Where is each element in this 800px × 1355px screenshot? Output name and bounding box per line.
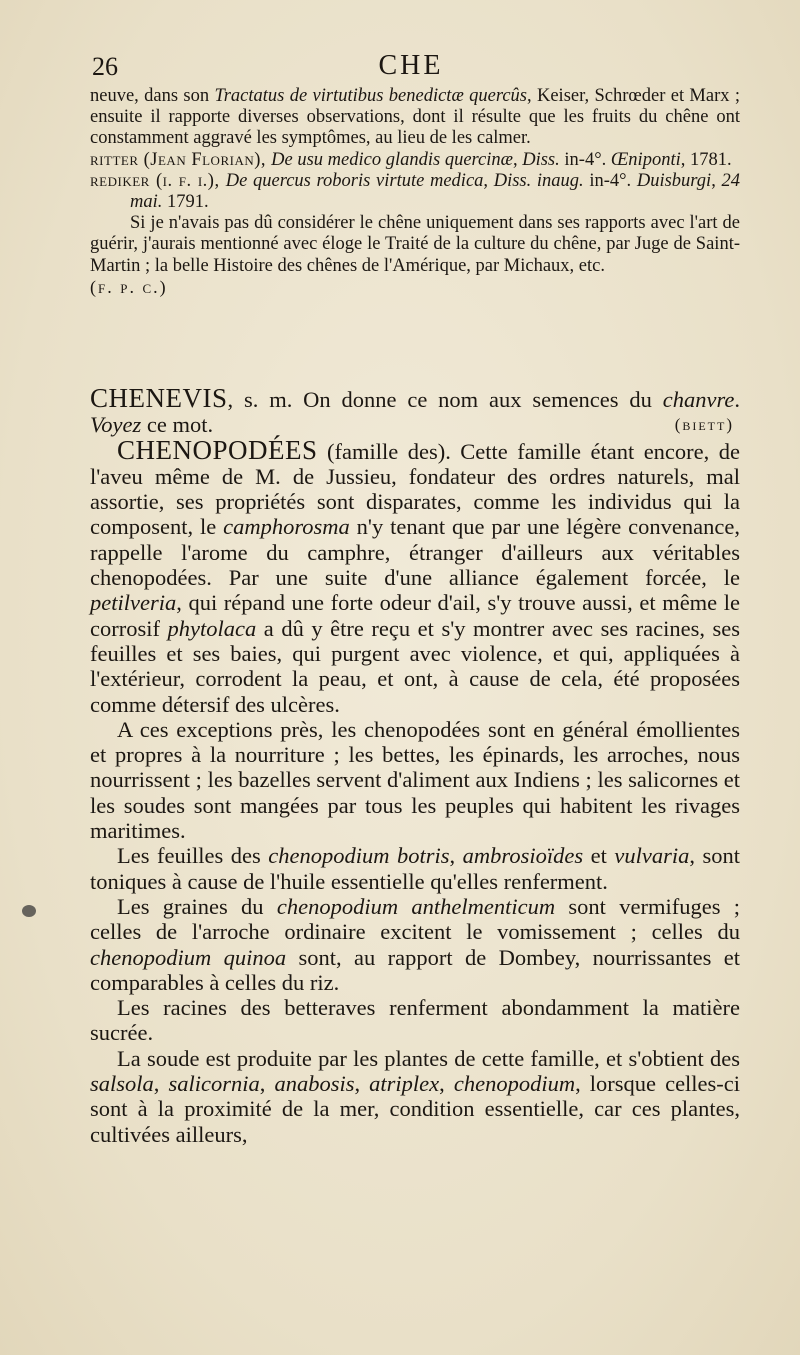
paragraph-leaves <box>90 843 740 894</box>
text-run: , <box>449 843 463 869</box>
place: Œniponti <box>610 149 681 170</box>
text-run: , s. m. On donne ce nom aux semences du <box>227 387 663 412</box>
text-run: ce mot. <box>141 412 214 438</box>
text-run: , 1781. <box>680 149 732 170</box>
continuation-paragraph <box>90 86 740 150</box>
author-name: rediker <box>90 170 150 191</box>
paragraph-seeds <box>90 894 740 995</box>
page-number: 26 <box>92 52 118 81</box>
text-run: , sont toniques à cause de l'huile essentielle qu'elles renferment. <box>90 843 740 894</box>
text-run: , <box>259 1071 275 1097</box>
italic-word: chanvre <box>662 387 735 412</box>
italic-word: salicornia <box>168 1071 260 1097</box>
headword-chenevis: CHENEVIS <box>90 383 228 413</box>
page-header <box>92 50 730 84</box>
text-run: (i. f. i.), <box>149 170 226 191</box>
italic-word: chenopodium <box>453 1071 576 1097</box>
author-name: ritter <box>90 149 139 170</box>
previous-entry-continuation <box>90 86 740 298</box>
italic-word: petilveria <box>90 590 177 616</box>
italic-word: anabosis <box>274 1071 355 1097</box>
italic-word: vulvaria <box>614 843 690 869</box>
italic-title: Tractatus de virtutibus benedictæ quercûs <box>214 86 528 106</box>
text-run: , <box>439 1071 454 1097</box>
main-entries <box>90 383 741 1147</box>
text-run: , <box>483 170 494 191</box>
work-title: De quercus roboris virtute medica <box>225 170 484 191</box>
diss-label: Diss. inaug. <box>493 170 584 191</box>
text-run: , <box>354 1071 370 1097</box>
text-run: La soude est produite par les plantes de cette famille, et s'obtient des <box>117 1045 740 1071</box>
text-run: in-4°. <box>583 170 637 191</box>
entry-chenevis <box>90 383 740 438</box>
italic-word: chenopodium anthelmenticum <box>276 893 556 919</box>
text-run: a dû y être reçu et s'y montrer avec ses racines, ses feuilles et ses baies, qui purgent avec violence, et qui, appliquées à l'extérieur, corrodent la peau, et ont, à cause de cela, été proposées comme détersif des ulcères. <box>90 615 740 717</box>
italic-word: phytolaca <box>167 615 257 641</box>
author-signature: (f. p. c.) <box>90 276 168 297</box>
text-run: (famille des). Cette famille étant encore, de l'aveu même de M. de Jussieu, fondateur des ordres naturels, mal assortie, ses propriétés sont disparates, comme les individus qui la composent, le <box>90 438 740 540</box>
date: 24 mai. <box>130 170 740 213</box>
italic-word: ambrosioïdes <box>462 843 584 869</box>
text-run: , qui répand une forte odeur d'ail, s'y trouve aussi, et même le corrosif <box>90 590 740 641</box>
text-run: Les graines du <box>117 893 277 919</box>
text-run: , Keiser, Schrœder et Marx ; ensuite il rapporte diverses observations, dont il résulte que les fruits du chêne ont constamment aggravé les symptômes, au lieu de les calmer. <box>90 86 740 149</box>
ink-blot <box>22 905 36 917</box>
italic-word: Voyez <box>90 412 142 438</box>
text-run: n'y tenant que par une légère convenance, rappelle l'arome du camphre, étranger d'ailleurs aux véritables chenopodées. Par une suite d'une alliance également forcée, le <box>90 514 740 591</box>
text-run: , <box>153 1071 169 1097</box>
text-run: . <box>734 387 740 412</box>
text-run: Les feuilles des <box>117 843 269 869</box>
italic-word: salsola <box>90 1071 154 1097</box>
text-run: neuve, dans son <box>90 86 215 106</box>
text-run: , <box>711 170 722 191</box>
text-run: sont vermifuges ; celles de l'arroche ordinaire excitent le vomissement ; celles du <box>90 893 741 945</box>
text-run: in-4°. <box>559 149 611 170</box>
bibliography-rediker <box>90 171 740 213</box>
diss-label: Diss. <box>522 149 560 170</box>
paragraph-soda <box>90 1046 740 1147</box>
paragraph-exceptions: A ces exceptions près, les chenopodées sont en général émollientes et propres à la nourriture ; les bettes, les épinards, les arroches, nous nourrissent ; les bazelles servent d'aliment aux Indiens ; les salicornes et les soudes sont mangées par tous les peuples qui habitent les rivages maritimes. <box>90 716 740 844</box>
author-signature: (biett) <box>674 415 734 435</box>
text-run: 1791. <box>162 192 209 213</box>
closing-paragraph: Si je n'avais pas dû considérer le chêne uniquement dans ses rapports avec l'art de guérir, j'aurais mentionné avec éloge le Traité de la culture du chêne, par Juge de Saint-Martin ; la belle Histoire des chênes de l'Amérique, par Michaux, etc. <box>90 213 740 276</box>
italic-word: chenopodium quinoa <box>90 944 287 970</box>
text-run: sont, au rapport de Dombey, nourrissantes et comparables à celles du riz. <box>90 944 740 995</box>
entry-chenopodees <box>90 434 740 717</box>
text-run: (Jean Florian), <box>138 149 272 170</box>
text-run: , <box>512 149 523 170</box>
italic-word: chenopodium botris <box>268 843 450 869</box>
bibliography-ritter <box>90 150 740 171</box>
italic-word: camphorosma <box>223 514 350 540</box>
text-run: et <box>583 843 615 869</box>
paragraph-roots: Les racines des betteraves renferment abondamment la matière sucrée. <box>90 995 740 1046</box>
italic-word: atriplex <box>369 1071 440 1097</box>
place: Duisburgi <box>636 170 712 191</box>
headword-chenopodees: CHENOPODÉES <box>117 434 318 465</box>
running-head: CHE <box>378 50 444 81</box>
text-run: , lorsque celles-ci sont à la proximité de la mer, condition essentielle, car ces plantes, cultivées ailleurs, <box>90 1071 741 1147</box>
work-title: De usu medico glandis quercinæ <box>271 149 513 170</box>
